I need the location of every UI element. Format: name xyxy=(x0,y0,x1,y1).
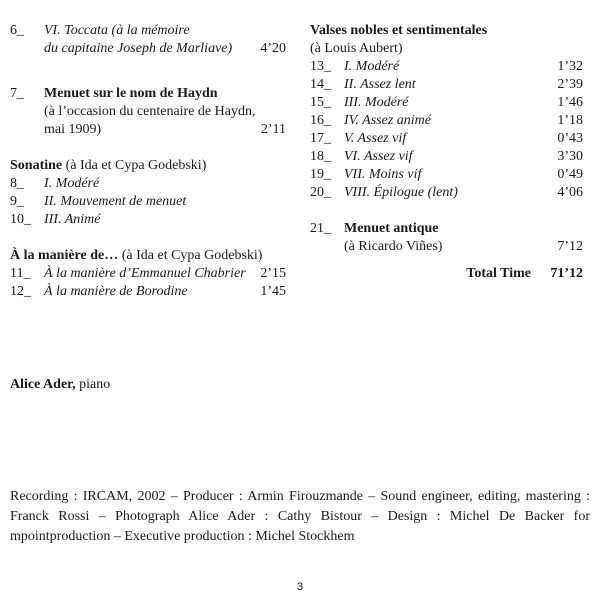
performer-name: Alice Ader, xyxy=(10,377,76,392)
track-duration: 7’12 xyxy=(557,239,583,254)
track-7-cont xyxy=(10,121,286,139)
track-dedication: (à Ricardo Viñes) xyxy=(344,239,443,254)
track-title: Menuet sur le nom de Haydn xyxy=(44,86,218,101)
track-16: 16_ IV. Assez animé 1’18 xyxy=(310,113,583,128)
track-21-cont xyxy=(310,238,583,256)
track-13: 13_ I. Modéré 1’32 xyxy=(310,59,583,74)
performer-instrument: piano xyxy=(75,377,111,392)
track-8: 8_ I. Modéré xyxy=(10,176,100,191)
performer-credit xyxy=(10,376,110,394)
track-duration: 2’11 xyxy=(260,122,286,137)
track-duration: 4’20 xyxy=(260,41,286,56)
track-14: 14_ II. Assez lent 2’39 xyxy=(310,77,583,92)
page-number: 3 xyxy=(296,581,304,593)
track-title: VI. Toccata (à la mémoire xyxy=(44,23,190,38)
track-number: 7_ xyxy=(10,86,24,101)
track-9: 9_ II. Mouvement de menuet xyxy=(10,194,187,209)
track-19: 19_ VII. Moins vif 0’49 xyxy=(310,167,583,182)
track-subtitle-cont: mai 1909) xyxy=(44,122,102,137)
right-column xyxy=(310,22,583,283)
track-20: 20_ VIII. Épilogue (lent) 4’06 xyxy=(310,185,583,200)
valses-dedication: (à Louis Aubert) xyxy=(310,41,403,56)
track-21: 21_ Menuet antique xyxy=(310,221,439,236)
total-time-value: 71’12 xyxy=(550,266,583,281)
total-time-label: Total Time xyxy=(466,266,531,281)
track-number: 6_ xyxy=(10,23,24,38)
track-10: 10_ III. Animé xyxy=(10,212,101,227)
track-11: 11_ À la manière d’Emmanuel Chabrier 2’15 xyxy=(10,266,286,281)
valses-track-list xyxy=(310,58,583,202)
track-7-subtitle: (à l’occasion du centenaire de Haydn, xyxy=(44,104,256,119)
track-15: 15_ III. Modéré 1’46 xyxy=(310,95,583,110)
track-7 xyxy=(10,85,286,103)
track-12: 12_ À la manière de Borodine 1’45 xyxy=(10,284,286,299)
maniere-heading: À la manière de… (à Ida et Cypa Godebski) xyxy=(10,248,263,263)
track-17: 17_ V. Assez vif 0’43 xyxy=(310,131,583,146)
valses-heading: Valses nobles et sentimentales xyxy=(310,23,488,38)
production-credits: Recording : IRCAM, 2002 – Producer : Armin Firouzmande – Sound engineer, editing, mastering : Franck Rossi – Photograph Alice Ader : Cathy Bistour – Design : Michel De Backer for mpointproduction – Executive production : Michel Stockhem xyxy=(10,489,590,544)
left-column xyxy=(10,22,286,301)
track-6-cont xyxy=(10,40,286,58)
track-18: 18_ VI. Assez vif 3’30 xyxy=(310,149,583,164)
track-6 xyxy=(10,22,286,40)
track-title-cont: du capitaine Joseph de Marliave) xyxy=(44,41,233,56)
sonatine-heading: Sonatine (à Ida et Cypa Godebski) xyxy=(10,158,207,173)
total-time xyxy=(310,265,583,283)
